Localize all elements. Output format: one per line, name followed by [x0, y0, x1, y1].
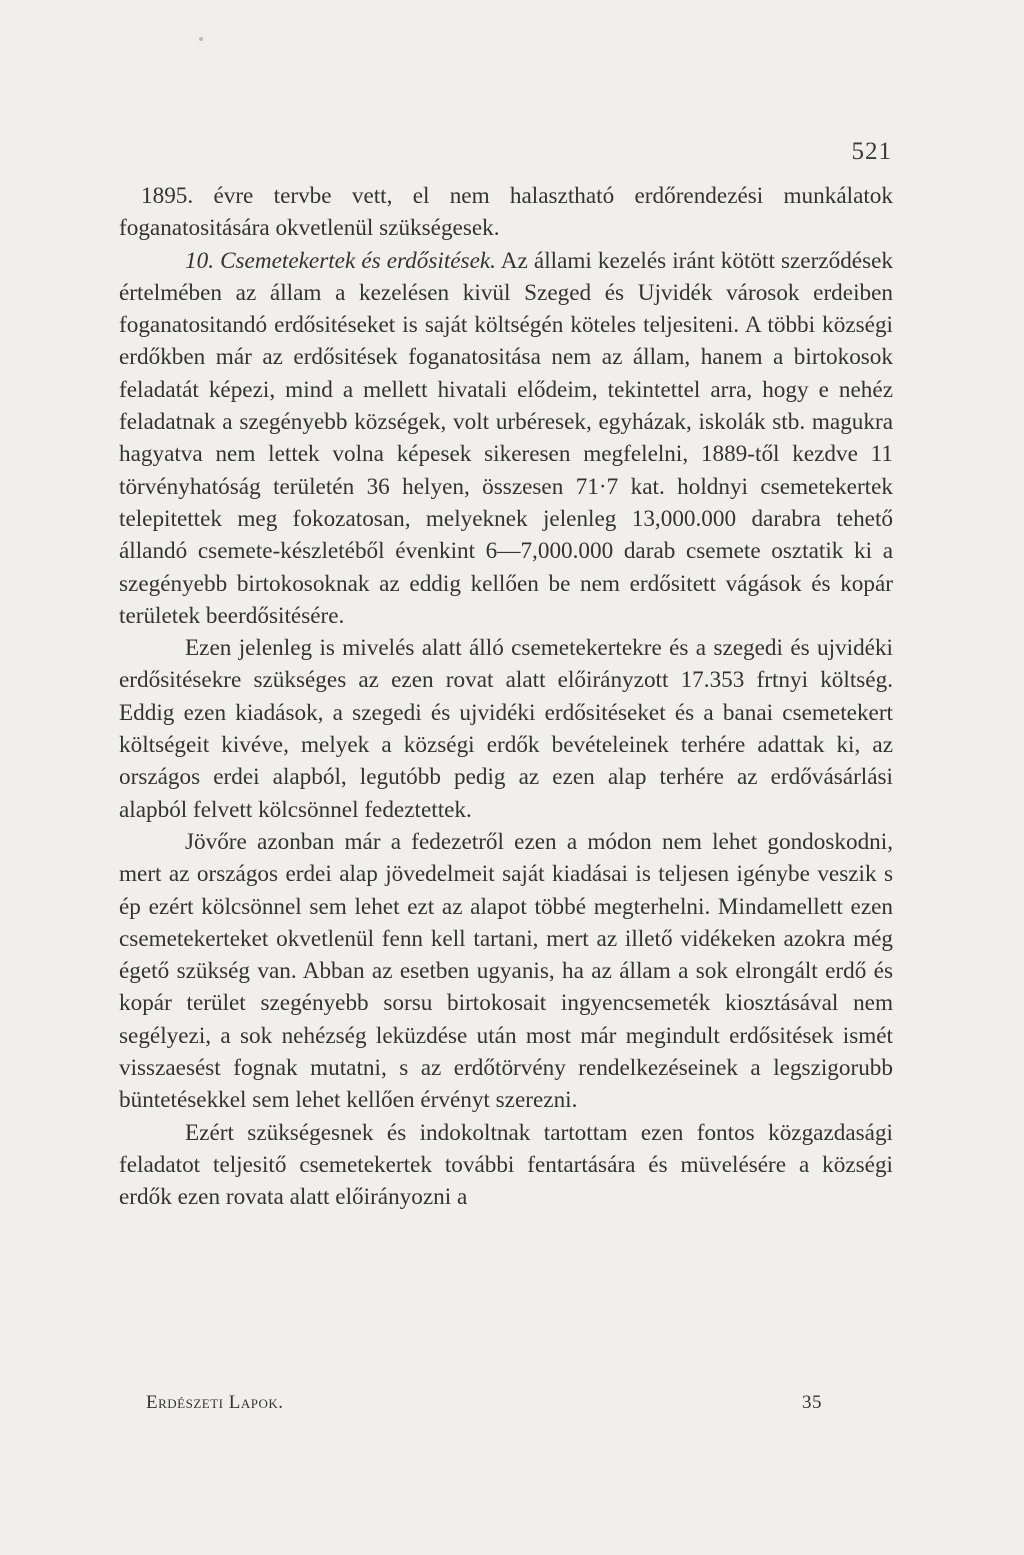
- paragraph-4: Jövőre azonban már a fedezetről ezen a módon nem lehet gondoskodni, mert az országos erdei alap jövedelmeit saját kiadásai is teljesen igénybe veszik s ép ezért kölcsönnel sem lehet ezt az alapot többé megterhelni. Mindamellett ezen csemetekerteket okvetlenül fenn kell tartani, mert az illető vidékeken azokra még égető szükség van. Abban az esetben ugyanis, ha az állam a sok elrongált erdő és kopár terület szegényebb sorsu birtokosait ingyencsemeték kiosztásával nem segélyezi, a sok nehézség leküzdése után most már megindult erdősitések ismét visszaesést fognak mutatni, s az erdőtörvény rendelkezéseinek a legszigorubb büntetésekkel sem lehet kellően érvényt szerezni.: [119, 828, 893, 1114]
- footer-sheet-number: 35: [802, 1392, 822, 1413]
- paragraph-1: 1895. évre tervbe vett, el nem halasztható erdőrendezési munkálatok foganatositására okvetlenül szükségesek.: [119, 183, 893, 242]
- section-heading: 10. Csemetekertek és erdősitések.: [185, 247, 496, 274]
- paragraph-2: [119, 245, 893, 633]
- paragraph-2-body: Az állami kezelés iránt kötött szerződések értelmében az állam a kezelésen kivül Szeged és Ujvidék városok erdeiben foganatositandó erdősitéseket is saját költségén köteles teljesiteni. A többi községi erdőkben már az erdősitések foganatositása nem az állam, hanem a birtokosok feladatát képezi, mind a mellett hivatali elődeim, tekintettel arra, hogy e nehéz feladatnak a szegényebb községek, volt urbéresek, egyházak, iskolák stb. magukra hagyatva nem lettek volna képesek sikeresen megfelelni, 1889-től kezdve 11 törvényhatóság területén 36 helyen, összesen 71·7 kat. holdnyi csemetekertek telepitettek meg fokozatosan, melyeknek jelenleg 13,000.000 darabra tehető állandó csemete-készletéből évenkint 6—7,000.000 darab csemete osztatik ki a szegényebb birtokosoknak az eddig kellően be nem erdősitett vágások és kopár területek beerdősitésére.: [119, 247, 893, 629]
- paragraph-5: Ezért szükségesnek és indokoltnak tartottam ezen fontos közgazdasági feladatot teljesitő csemetekertek további fentartására és müvelésére a községi erdők ezen rovata alatt előirányozni a: [119, 1119, 893, 1211]
- body-text: [119, 180, 893, 1214]
- page-number: 521: [851, 138, 892, 165]
- paragraph-3: Ezen jelenleg is mivelés alatt álló csemetekertekre és a szegedi és ujvidéki erdősitésekre szükséges az ezen rovat alatt előirányzott 17.353 frtnyi költség. Eddig ezen kiadások, a szegedi és ujvidéki erdősitéseket és a banai csemetekert költségeit kivéve, melyek a községi erdők bevételeinek terhére adattak ki, az országos erdei alapból, legutóbb pedig az ezen alap terhére az erdővásárlási alapból felvett kölcsönnel fedeztettek.: [119, 635, 893, 823]
- footer-journal-title: Erdészeti Lapok.: [146, 1392, 284, 1413]
- scan-speck: [199, 37, 203, 41]
- page-footer: [146, 1392, 822, 1414]
